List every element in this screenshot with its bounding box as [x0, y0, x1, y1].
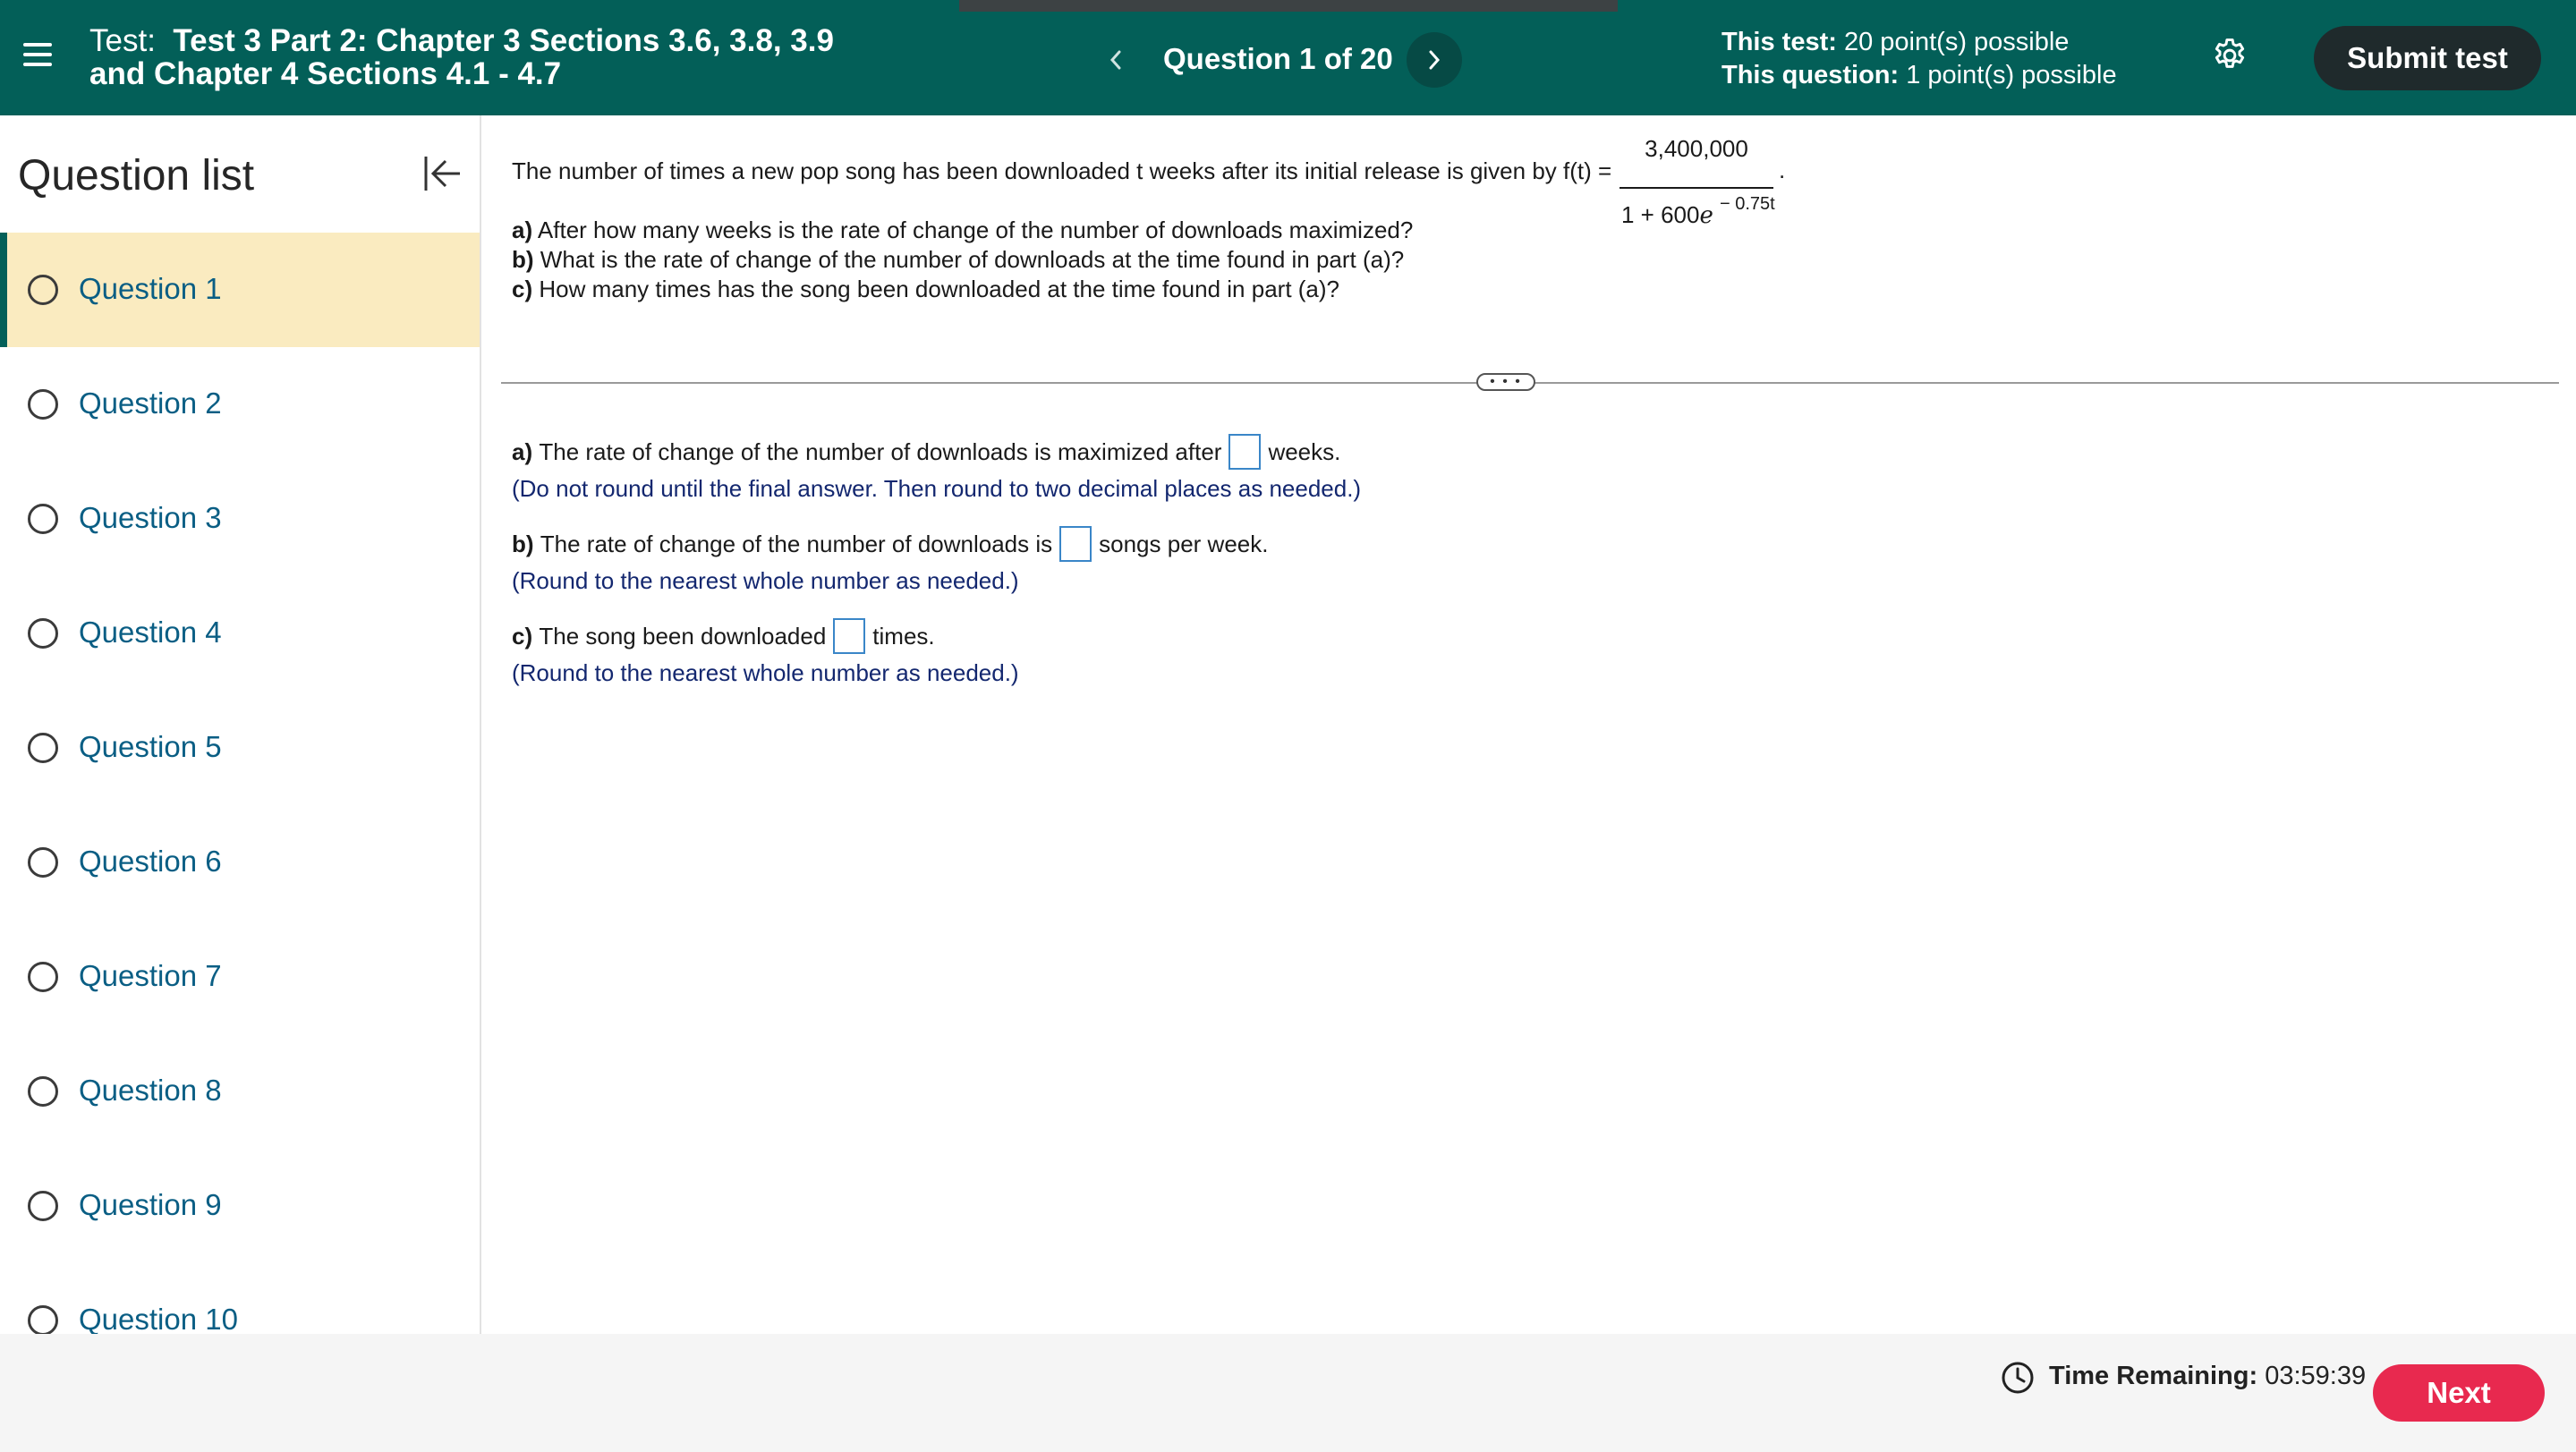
gear-icon — [2210, 36, 2249, 75]
chevron-left-icon — [1109, 50, 1122, 70]
radio-circle-icon — [28, 1191, 58, 1221]
points-info — [1722, 26, 2187, 92]
answer-input-a[interactable] — [1228, 434, 1261, 470]
question-part — [512, 245, 1764, 275]
question-list — [0, 233, 480, 1334]
question-list-item[interactable] — [0, 1263, 480, 1334]
divider-resize-handle[interactable]: • • • — [1476, 373, 1535, 391]
answer-hint: (Round to the nearest whole number as needed.) — [512, 567, 1019, 594]
collapse-left-icon — [421, 153, 462, 194]
question-list-label: Question 8 — [79, 1074, 222, 1107]
question-prompt: The number of times a new pop song has been downloaded t weeks after its initial release is given by f(t) = — [512, 157, 1612, 184]
fraction-numerator: 3,400,000 — [1645, 135, 1748, 162]
time-remaining-label: Time Remaining: — [2049, 1362, 2258, 1390]
radio-circle-icon — [28, 618, 58, 649]
collapse-sidebar-button[interactable] — [421, 153, 462, 194]
radio-circle-icon — [28, 847, 58, 878]
this-question-label: This question: — [1722, 61, 1900, 89]
submit-test-button[interactable]: Submit test — [2314, 26, 2541, 90]
answer-tag: c) — [512, 622, 533, 650]
part-tag: c) — [512, 276, 533, 302]
part-text: What is the rate of change of the number of downloads at the time found in part (a)? — [540, 246, 1405, 273]
part-text: After how many weeks is the rate of change of the number of downloads maximized? — [537, 217, 1414, 243]
radio-circle-icon — [28, 733, 58, 763]
test-title-line1: Test 3 Part 2: Chapter 3 Sections 3.6, 3.8, 3.9 — [173, 23, 834, 58]
answer-text: The rate of change of the number of downloads is maximized after — [539, 437, 1222, 465]
question-list-item[interactable] — [0, 1149, 480, 1263]
question-list-label: Question 1 — [79, 272, 222, 305]
question-list-panel — [0, 115, 481, 1334]
radio-circle-icon — [28, 389, 58, 420]
question-parts — [512, 216, 1764, 304]
question-list-label: Question 9 — [79, 1188, 222, 1221]
answer-tag: a) — [512, 437, 533, 465]
test-title-prefix: Test: — [89, 23, 156, 58]
question-list-item[interactable] — [0, 576, 480, 691]
question-list-label: Question 5 — [79, 730, 222, 763]
top-strip — [959, 0, 1618, 12]
chevron-right-icon — [1428, 50, 1441, 70]
next-button[interactable]: Next — [2373, 1364, 2545, 1422]
part-tag: a) — [512, 217, 533, 243]
radio-circle-icon — [28, 275, 58, 305]
answer-input-c[interactable] — [833, 618, 865, 654]
question-list-label: Question 10 — [79, 1303, 238, 1334]
answer-part-c — [512, 618, 1943, 688]
answer-unit: weeks. — [1268, 437, 1341, 465]
radio-circle-icon — [28, 504, 58, 534]
prompt-end-dot: . — [1779, 157, 1786, 183]
question-counter: Question 1 of 20 — [1163, 42, 1393, 75]
top-bar — [0, 0, 2576, 115]
part-text: How many times has the song been downloaded at the time found in part (a)? — [539, 276, 1339, 302]
radio-circle-icon — [28, 1305, 58, 1334]
question-list-item[interactable] — [0, 347, 480, 462]
settings-button[interactable] — [2210, 36, 2249, 75]
time-remaining — [2049, 1362, 2366, 1391]
radio-circle-icon — [28, 1076, 58, 1107]
answer-unit: songs per week. — [1099, 530, 1269, 557]
radio-circle-icon — [28, 962, 58, 992]
answer-hint: (Round to the nearest whole number as needed.) — [512, 659, 1019, 686]
question-list-title: Question list — [18, 152, 255, 200]
question-list-item[interactable] — [0, 1034, 480, 1149]
denominator-base: 1 + 600 — [1621, 201, 1700, 228]
question-list-item[interactable] — [0, 691, 480, 805]
answer-tag: b) — [512, 530, 534, 557]
hamburger-menu-icon[interactable] — [23, 40, 52, 69]
question-list-label: Question 6 — [79, 845, 222, 878]
next-question-button[interactable] — [1407, 32, 1462, 88]
fraction-exponent: − 0.75t — [1720, 194, 1775, 214]
answer-hint: (Do not round until the final answer. Then round to two decimal places as needed.) — [512, 475, 1362, 502]
question-list-item[interactable] — [0, 805, 480, 920]
bottom-bar — [0, 1334, 2576, 1452]
answer-unit: times. — [872, 622, 935, 650]
answer-text: The rate of change of the number of downloads is — [540, 530, 1053, 557]
this-test-value: 20 point(s) possible — [1843, 28, 2070, 56]
denominator-e: e — [1699, 202, 1713, 229]
question-list-label: Question 7 — [79, 959, 222, 992]
test-title — [89, 24, 984, 90]
fraction-bar — [1620, 187, 1773, 189]
question-part — [512, 216, 1764, 245]
clock-icon — [2001, 1361, 2035, 1395]
previous-question-button[interactable] — [1093, 38, 1138, 82]
question-part — [512, 275, 1764, 304]
question-list-item[interactable] — [0, 462, 480, 576]
this-question-value: 1 point(s) possible — [1906, 61, 2117, 89]
question-list-item[interactable] — [0, 920, 480, 1034]
answer-part-b — [512, 526, 1943, 596]
answer-text: The song been downloaded — [539, 622, 827, 650]
question-list-label: Question 2 — [79, 386, 222, 420]
time-remaining-value: 03:59:39 — [2265, 1362, 2367, 1390]
answer-input-b[interactable] — [1059, 526, 1092, 562]
answer-part-a — [512, 434, 1943, 504]
question-list-label: Question 3 — [79, 501, 222, 534]
question-list-item[interactable] — [0, 233, 480, 347]
question-list-label: Question 4 — [79, 616, 222, 649]
this-test-label: This test: — [1722, 28, 1837, 56]
question-content — [483, 115, 2576, 1334]
part-tag: b) — [512, 246, 534, 273]
test-title-line2: and Chapter 4 Sections 4.1 - 4.7 — [89, 56, 562, 91]
